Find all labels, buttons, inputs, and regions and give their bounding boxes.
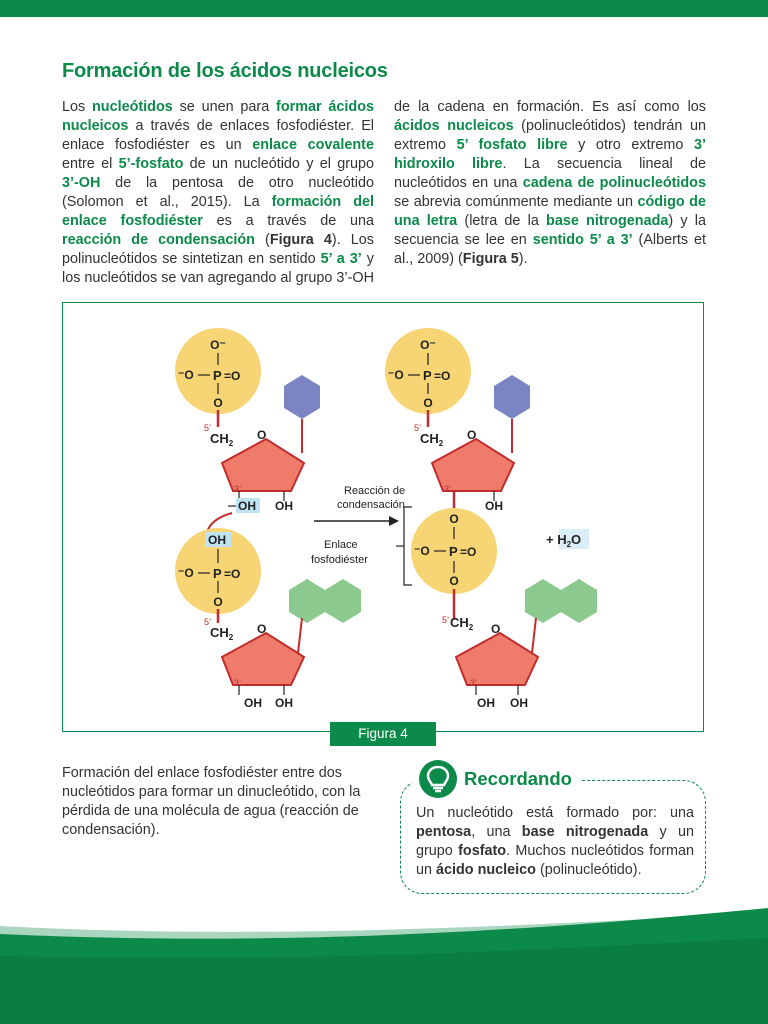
text-segment: 5’ fosfato libre	[456, 137, 568, 153]
svg-text:CH2: $CH_2$	[210, 625, 234, 642]
text-segment: Un nucleótido está formado por: una	[416, 805, 694, 821]
bottom-wave	[0, 908, 768, 1024]
text-segment: (letra de la	[457, 213, 547, 229]
svg-text:3’: 3’	[470, 678, 478, 688]
svg-text:3’: 3’	[234, 484, 242, 494]
text-segment: ácidos nucleicos	[394, 118, 514, 134]
text-segment: de un nucleótido y el grupo	[183, 156, 375, 172]
text-segment: , una	[471, 824, 522, 840]
text-segment: y un grupo	[416, 824, 695, 859]
svg-text:O: O	[213, 595, 223, 609]
text-segment: (polinucleótido).	[535, 862, 642, 878]
svg-text:O: O	[257, 428, 267, 442]
top-banner	[0, 0, 768, 17]
svg-text:OH: OH	[485, 499, 503, 513]
svg-text:O: O	[213, 396, 223, 410]
recall-title: Recordando	[464, 768, 572, 789]
right-paragraph	[394, 98, 706, 269]
text-segment: base nitrogenada	[521, 824, 649, 840]
svg-text:O: O	[257, 622, 267, 636]
svg-text:CH2: $CH_2$	[450, 615, 474, 632]
text-segment: de la pentosa de otro nucleótido (Solomon et al., 2015). La	[62, 175, 374, 210]
svg-text:O⁻: O⁻	[210, 338, 226, 352]
text-segment: (Alberts et al., 2009) (	[394, 232, 706, 267]
svg-text:5’: 5’	[204, 423, 212, 433]
svg-text:5’: 5’	[442, 615, 450, 625]
text-segment: fosfato	[458, 843, 507, 859]
text-segment: ). Los polinucleótidos se sintetizan en sentido	[62, 232, 374, 267]
text-segment: (polinucleótidos) tendrán un extremo	[394, 118, 706, 153]
text-segment: 3’ hidroxilo libre	[394, 137, 707, 172]
text-segment: ) y la secuencia se lee en	[394, 213, 707, 248]
svg-text:Enlace: Enlace	[324, 539, 358, 551]
left-paragraph	[62, 98, 374, 288]
recall-text	[416, 804, 694, 880]
svg-text:⁻O: ⁻O	[178, 368, 194, 382]
text-segment: reacción de condensación	[62, 232, 255, 248]
text-segment: Figura 5	[462, 251, 519, 267]
svg-text:⁻O: ⁻O	[388, 368, 404, 382]
text-segment: enlace covalente	[252, 137, 374, 153]
text-segment: ácido nucleico	[436, 862, 536, 878]
svg-text:O: O	[491, 622, 501, 636]
svg-text:3’: 3’	[234, 678, 242, 688]
svg-text:⁻O: ⁻O	[178, 566, 194, 580]
text-segment: y otro extremo	[567, 137, 694, 153]
svg-text:=O: =O	[224, 369, 241, 383]
text-segment: pentosa	[416, 824, 472, 840]
text-segment: ).	[518, 251, 528, 267]
svg-text:P: P	[213, 566, 222, 581]
svg-text:P: P	[449, 544, 458, 559]
text-segment: se abrevia comúnmente mediante un	[394, 194, 638, 210]
phosphodiester-reaction-figure	[174, 323, 599, 709]
svg-text:OH: OH	[244, 696, 262, 709]
text-segment: 3’-OH	[62, 175, 101, 191]
svg-text:=O: =O	[460, 545, 477, 559]
text-segment: es a través de una	[202, 213, 374, 229]
figure-caption: Formación del enlace fosfodiéster entre dos nucleótidos para formar un dinucleótido, con la pérdida de una molécula de agua (reacción de condensación).	[62, 765, 361, 838]
svg-text:+ H2O: + $H_2O$	[546, 532, 582, 549]
text-segment: código de una letra	[394, 194, 706, 229]
svg-text:P: P	[423, 368, 432, 383]
svg-text:OH: OH	[275, 499, 293, 513]
svg-text:OH: OH	[208, 533, 226, 547]
svg-text:OH: OH	[477, 696, 495, 709]
svg-text:OH: OH	[238, 499, 256, 513]
text-segment: sentido 5’ a 3’	[532, 232, 633, 248]
figure-label: Figura 4	[330, 722, 436, 746]
svg-text:O: O	[449, 512, 459, 526]
text-segment: . La secuencia lineal de nucleótidos en una	[394, 156, 706, 191]
svg-text:⁻O: ⁻O	[414, 544, 430, 558]
text-segment: (	[254, 232, 270, 248]
svg-text:fosfodiéster: fosfodiéster	[311, 554, 368, 566]
lightbulb-icon	[418, 759, 458, 799]
text-segment: a través de enlaces fosfodiéster. El enlace fosfodiéster es un	[62, 118, 374, 153]
svg-text:=O: =O	[224, 567, 241, 581]
text-segment: 5’ a 3’	[320, 251, 362, 267]
text-segment: Los	[62, 99, 93, 115]
svg-text:condensación: condensación	[337, 499, 405, 511]
svg-text:3’: 3’	[444, 484, 452, 494]
svg-text:O: O	[449, 574, 459, 588]
text-segment: base nitrogenada	[546, 213, 669, 229]
text-segment: cadena de polinucleótidos	[522, 175, 706, 191]
text-segment: y los nucleótidos se van agregando al grupo 3’-OH	[62, 251, 374, 286]
svg-text:O: O	[467, 428, 477, 442]
svg-text:OH: OH	[275, 696, 293, 709]
svg-text:CH2: $CH_2$	[210, 431, 234, 448]
text-segment: de la cadena en formación. Es así como los	[394, 99, 706, 115]
svg-text:5’: 5’	[414, 423, 422, 433]
svg-text:OH: OH	[510, 696, 528, 709]
text-segment: entre el	[62, 156, 119, 172]
text-segment: . Muchos nucleótidos forman un	[416, 843, 694, 878]
text-segment: formación del enlace fosfodiéster	[62, 194, 375, 229]
svg-text:5’: 5’	[204, 617, 212, 627]
svg-text:P: P	[213, 368, 222, 383]
text-segment: se unen para	[172, 99, 277, 115]
text-segment: formar ácidos nucleicos	[62, 99, 375, 134]
svg-text:CH2: $CH_2$	[420, 431, 444, 448]
svg-text:=O: =O	[434, 369, 451, 383]
svg-text:Reacción de: Reacción de	[344, 485, 406, 497]
svg-text:O: O	[423, 396, 433, 410]
page-title: Formación de los ácidos nucleicos	[62, 60, 388, 82]
text-segment: 5’-fosfato	[118, 156, 184, 172]
svg-text:O⁻: O⁻	[420, 338, 436, 352]
text-segment: nucleótidos	[92, 99, 173, 115]
text-segment: Figura 4	[269, 232, 332, 248]
